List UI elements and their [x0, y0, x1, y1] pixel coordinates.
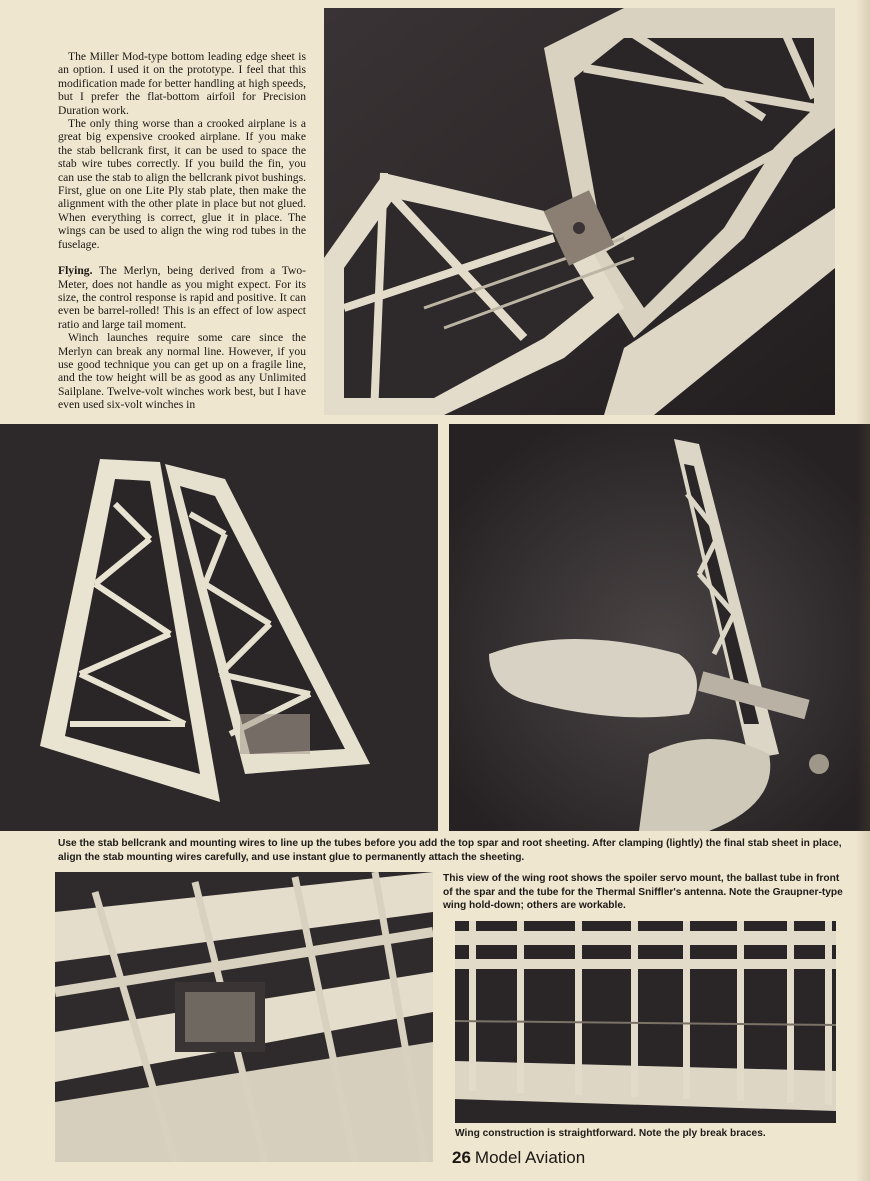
caption-stab: Use the stab bellcrank and mounting wires to line up the tubes before you add the top spar and root sheeting. After clamping (lightly) the final stab sheet in place, align the stab mounting wires carefully, and use instant glue to permanently attach the sheeting. [58, 838, 842, 863]
magazine-name: Model Aviation [474, 1148, 586, 1167]
paragraph-winch: Winch launches require some care since the Merlyn can break any normal line. However, if you use good technique you can get up on a fragile line, and the tow height will be as good as any Unlimited Sailplane. Twelve-volt winches work best, but I have even used six-volt winches in [58, 331, 306, 412]
caption-wing-construction: Wing construction is straightforward. Note the ply break braces. [455, 1128, 766, 1139]
photo-wing-construction [455, 921, 836, 1123]
photo-stab-assembly [324, 8, 835, 415]
page-number: 26 [452, 1148, 471, 1167]
photo-fin-and-rudder [0, 424, 438, 831]
paragraph-flying [58, 264, 306, 331]
flying-heading: Flying. [58, 264, 93, 278]
article-text-column [58, 50, 306, 412]
page-folio [452, 1148, 585, 1168]
paragraph-miller-mod: The Miller Mod-type bottom leading edge sheet is an option. I used it on the prototype. I feel that this modification made for better handling at high speeds, but I prefer the flat-bottom airfoil for Precision Duration work. [58, 50, 306, 117]
wing-root-illustration [55, 872, 433, 1162]
paragraph-crooked-airplane: The only thing worse than a crooked airplane is a great big expensive crooked airplane. If you make the stab bellcrank first, it can be used to space the stab wire tubes correctly. If you build the fin, you can use the stab to align the bellcrank pivot bushings. First, glue on one Lite Ply stab plate, then make the alignment with the other plate in place but not glued. When everything is correct, glue it in place. The wings can be used to align the wing rod tubes in the fuselage. [58, 117, 306, 251]
fin-rudder-illustration [0, 424, 438, 831]
caption-wing-root: This view of the wing root shows the spoiler servo mount, the ballast tube in front of the spar and the tube for the Thermal Sniffler's antenna. Note the Graupner-type wing hold-down; others are workable. [443, 873, 843, 911]
flying-text: The Merlyn, being derived from a Two-Meter, does not handle as you might expect. For its size, the control response is rapid and positive. It can even be barrel-rolled! This is an effect of low aspect ratio and large tail moment. [58, 264, 306, 331]
wing-construction-illustration [455, 921, 836, 1123]
stab-assembly-illustration [324, 8, 835, 415]
page-edge-shadow [856, 0, 870, 1181]
clamping-illustration [449, 424, 870, 831]
photo-clamping-stab [449, 424, 870, 831]
photo-wing-root [55, 872, 433, 1162]
